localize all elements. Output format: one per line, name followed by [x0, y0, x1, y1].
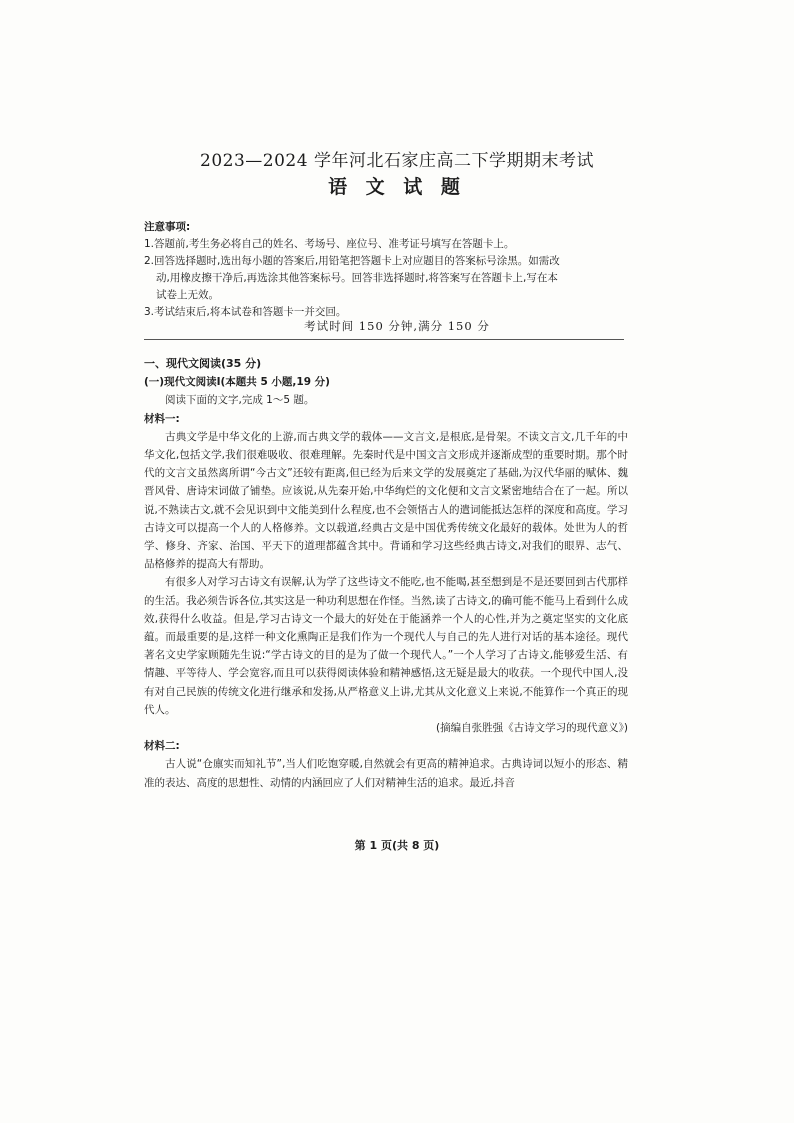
material-1-source: (摘编自张胜强《古诗文学习的现代意义》) — [436, 722, 628, 735]
reading-section — [144, 355, 628, 792]
material-2-paragraph-1: 古人说“仓廪实而知礼节”,当人们吃饱穿暖,自然就会有更高的精神追求。古典诗词以短小的形态、精准的表达、高度的思想性、动情的内涵回应了人们对精神生活的追求。最近,抖音 — [144, 758, 628, 789]
page-number: 第 1 页(共 8 页) — [354, 839, 440, 852]
material-1-paragraph-1: 古典文学是中华文化的上游,而古典文学的载体——文言文,是根底,是骨架。不读文言文,几千年的中华文化,包括文学,我们很难吸收、很难理解。先秦时代是中国文言文形成并逐渐成型的重要时期。那个时代的文言文虽然离所谓“今古文”还较有距离,但已经为后来文学的发展奠定了基础,为汉代华丽的赋体、魏晋风骨、唐诗宋词做了铺垫。应该说,从先秦开始,中华绚烂的文化便和文言文紧密地结合在了一起。所以说,不熟读古文,就不会见识到中文能美到什么程度,也不会领悟古人的遣词能抵达怎样的深度和高度。学习古诗文可以提高一个人的人格修养。文以载道,经典古文是中国优秀传统文化最好的载体。处世为人的哲学、修身、齐家、治国、平天下的道理都蕴含其中。背诵和学习这些经典古诗文,对我们的眼界、志气、品格修养的提高大有帮助。 — [144, 430, 628, 571]
exam-time: 考试时间 150 分钟,满分 150 分 — [304, 319, 490, 333]
material-1-label: 材料一: — [144, 412, 180, 425]
notes-item-3: 3.考试结束后,将本试卷和答题卡一并交回。 — [144, 306, 347, 318]
notes-block — [144, 219, 644, 321]
material-2-label: 材料二: — [144, 740, 180, 753]
notes-item-2-line-1: 2.回答选择题时,选出每小题的答案后,用铅笔把答题卡上对应题目的答案标号涂黑。如需改 — [144, 255, 560, 267]
notes-heading: 注意事项: — [144, 221, 191, 233]
exam-subtitle: 语 文 试 题 — [328, 176, 466, 198]
section-heading: 一、现代文阅读(35 分) — [144, 357, 262, 370]
notes-item-2-line-3: 试卷上无效。 — [156, 289, 219, 301]
sub-section-heading: (一)现代文阅读Ⅰ(本题共 5 小题,19 分) — [144, 376, 330, 389]
instruction-text: 阅读下面的文字,完成 1～5 题。 — [165, 394, 315, 407]
notes-item-2-line-2: 动,用橡皮擦干净后,再选涂其他答案标号。回答非选择题时,将答案写在答题卡上,写在本 — [156, 272, 558, 284]
exam-title: 2023—2024 学年河北石家庄高二下学期期末考试 — [200, 151, 594, 171]
material-1-paragraph-2: 有很多人对学习古诗文有误解,认为学了这些诗文不能吃,也不能喝,甚至想到是不是还要回到古代那样的生活。我必须告诉各位,其实这是一种功利思想在作怪。当然,读了古诗文,的确可能不能马上看到什么成效,获得什么收益。但是,学习古诗文一个最大的好处在于能涵养一个人的心性,并为之奠定坚实的文化底蕴。而最重要的是,这样一种文化熏陶正是我们作为一个现代人与自己的先人进行对话的基本途径。现代著名文史学家顾随先生说:“学古诗文的目的是为了做一个现代人。”一个人学习了古诗文,能够爱生活、有情趣、平等待人、学会宽容,而且可以获得阅读体验和精神感悟,这无疑是最大的收获。一个现代中国人,没有对自己民族的传统文化进行继承和发扬,从严格意义上讲,尤其从文化意义上来说,不能算作一个真正的现代人。 — [144, 576, 628, 716]
notes-item-1: 1.答题前,考生务必将自己的姓名、考场号、座位号、准考证号填写在答题卡上。 — [144, 238, 515, 250]
divider — [144, 339, 624, 340]
